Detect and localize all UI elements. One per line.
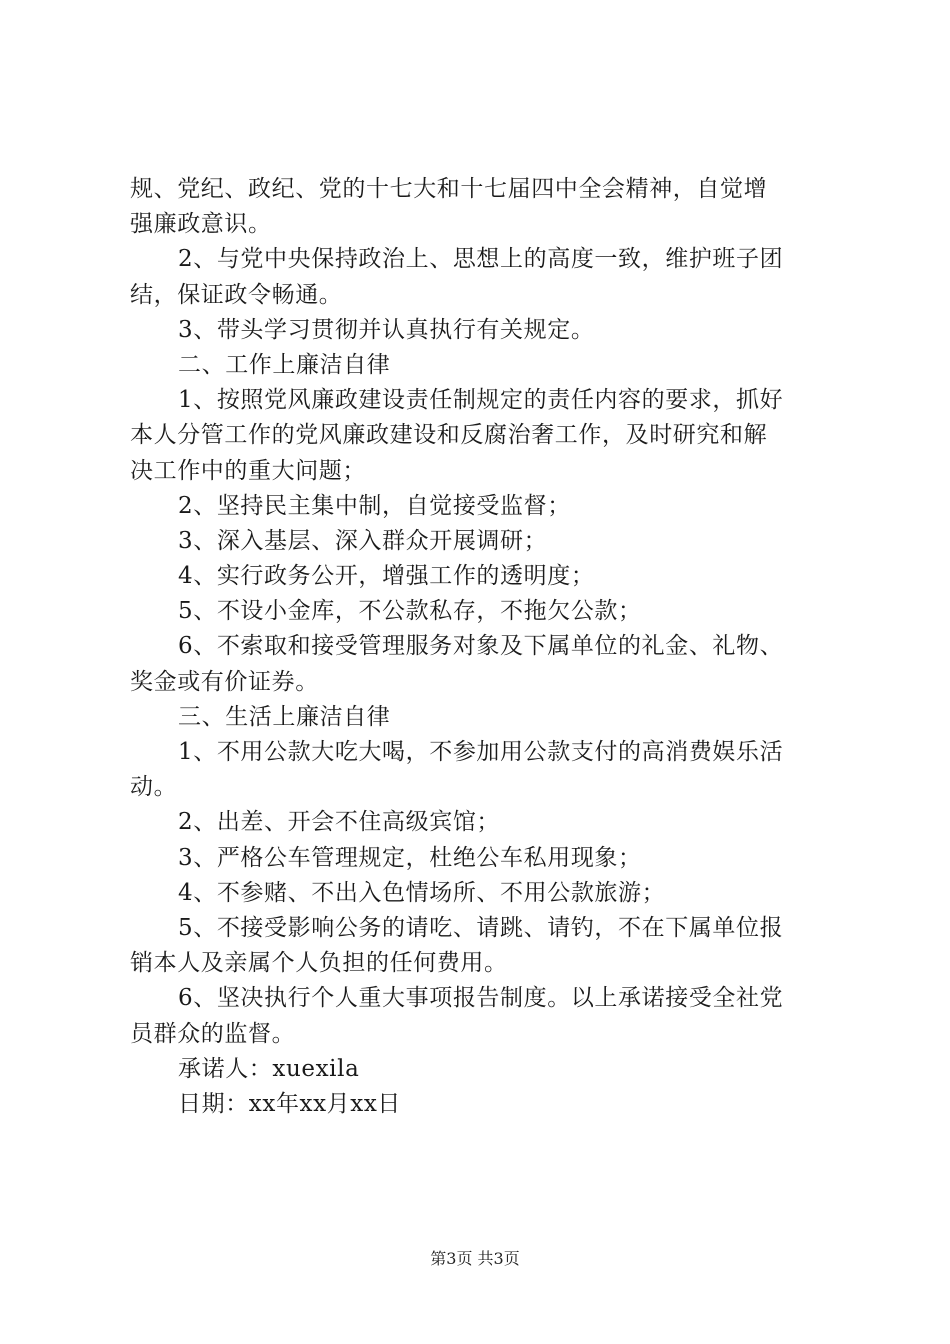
text-line: 1、按照党风廉政建设责任制规定的责任内容的要求，抓好 xyxy=(178,387,784,414)
page-footer: 第3页 共3页 xyxy=(430,1249,520,1268)
text-line: 决工作中的重大问题； xyxy=(130,457,366,484)
section-heading: 三、生活上廉洁自律 xyxy=(178,703,391,730)
text-line: 奖金或有价证券。 xyxy=(130,668,319,695)
text-line: 5、不设小金库，不公款私存，不拖欠公款； xyxy=(178,598,642,625)
text-line: 4、不参赌、不出入色情场所、不用公款旅游； xyxy=(178,879,666,906)
text-line: 3、带头学习贯彻并认真执行有关规定。 xyxy=(178,316,595,343)
text-line: 动。 xyxy=(130,774,178,801)
text-line: 员群众的监督。 xyxy=(130,1020,296,1047)
text-line: 销本人及亲属个人负担的任何费用。 xyxy=(130,950,508,977)
text-line: 4、实行政务公开，增强工作的透明度； xyxy=(178,563,595,590)
text-line: 规、党纪、政纪、党的十七大和十七届四中全会精神，自觉增 xyxy=(130,176,768,202)
text-line: 1、不用公款大吃大喝，不参加用公款支付的高消费娱乐活 xyxy=(178,739,784,765)
text-line: 结，保证政令畅通。 xyxy=(130,281,343,308)
text-line: 3、严格公车管理规定，杜绝公车私用现象； xyxy=(178,844,642,871)
text-line: 5、不接受影响公务的请吃、请跳、请钓，不在下属单位报 xyxy=(178,914,784,941)
text-line: 2、坚持民主集中制，自觉接受监督； xyxy=(178,492,571,519)
text-line: 6、不索取和接受管理服务对象及下属单位的礼金、礼物、 xyxy=(178,633,784,660)
signatory-line: 承诺人：xuexila xyxy=(178,1055,360,1082)
text-line: 本人分管工作的党风廉政建设和反腐治奢工作，及时研究和解 xyxy=(130,422,768,449)
text-line: 强廉政意识。 xyxy=(130,211,272,238)
text-line: 6、坚决执行个人重大事项报告制度。以上承诺接受全社党 xyxy=(178,985,784,1012)
section-heading: 二、工作上廉洁自律 xyxy=(178,351,391,378)
text-line: 2、与党中央保持政治上、思想上的高度一致，维护班子团 xyxy=(178,246,784,273)
document-body xyxy=(130,172,830,1122)
date-line: 日期：xx年xx月xx日 xyxy=(178,1090,402,1117)
text-line: 2、出差、开会不住高级宾馆； xyxy=(178,809,501,836)
text-line: 3、深入基层、深入群众开展调研； xyxy=(178,527,548,554)
